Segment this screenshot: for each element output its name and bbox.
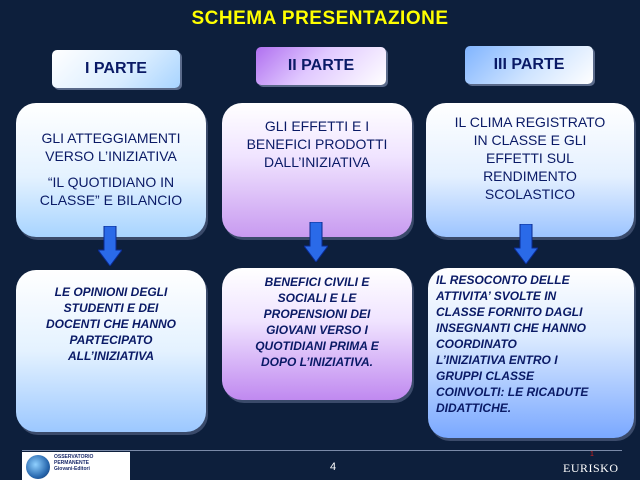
part-3-detail-box (428, 268, 634, 438)
topic-line: IL CLIMA REGISTRATO (454, 114, 606, 130)
detail-line: GRUPPI CLASSE (436, 369, 535, 383)
detail-line: IL RESOCONTO DELLE (436, 273, 570, 287)
part-3-header: III PARTE (465, 46, 593, 84)
part-2-detail-box (222, 268, 412, 400)
topic-line: VERSO L’INIZIATIVA (45, 148, 177, 164)
down-arrow-icon (304, 222, 328, 262)
part-3-topic-box (426, 103, 634, 237)
detail-line: LE OPINIONI DEGLI (54, 285, 168, 299)
topic-line: RENDIMENTO (483, 168, 577, 184)
detail-line: QUOTIDIANI PRIMA E (255, 339, 379, 353)
page-number: 4 (330, 461, 337, 473)
detail-line: PARTECIPATO (69, 333, 153, 347)
detail-line: INSEGNANTI CHE HANNO (436, 321, 587, 335)
detail-line: GIOVANI VERSO I (266, 323, 368, 337)
topic-line: GLI EFFETTI E I (264, 118, 370, 134)
part-2-header: II PARTE (256, 47, 386, 85)
detail-line: CLASSE FORNITO DAGLI (436, 305, 583, 319)
detail-line: DOCENTI CHE HANNO (45, 317, 176, 331)
globe-icon (26, 455, 50, 479)
detail-line: L’INIZIATIVA ENTRO I (436, 353, 558, 367)
detail-line: DIDATTICHE. (436, 401, 512, 415)
osservatorio-logo (22, 452, 130, 480)
part-1-detail-box (16, 270, 206, 432)
topic-line: GLI ATTEGGIAMENTI (41, 130, 181, 146)
logo-text: OSSERVATORIO PERMANENTE Giovani-Editori (54, 454, 94, 472)
topic-line: IN CLASSE E GLI (473, 132, 587, 148)
detail-line: STUDENTI E DEI (63, 301, 159, 315)
down-arrow-icon (514, 224, 538, 264)
topic-line: BENEFICI PRODOTTI (246, 136, 388, 152)
down-arrow-icon (98, 226, 122, 266)
detail-line: DOPO L’INIZIATIVA. (261, 355, 373, 369)
slide-title: SCHEMA PRESENTAZIONE (191, 8, 449, 29)
footer-divider (22, 450, 622, 451)
topic-line: EFFETTI SUL (486, 150, 574, 166)
detail-line: ALL’INIZIATIVA (68, 349, 154, 363)
part-2-topic-box (222, 103, 412, 237)
detail-line: COORDINATO (436, 337, 517, 351)
detail-line: ATTIVITA’ SVOLTE IN (436, 289, 557, 303)
topic-line: SCOLASTICO (484, 186, 576, 202)
detail-line: PROPENSIONI DEI (263, 307, 371, 321)
topic-line: DALL’INIZIATIVA (263, 154, 371, 170)
detail-line: COINVOLTI: LE RICADUTE (436, 385, 589, 399)
part-1-header: I PARTE (52, 50, 180, 88)
detail-line: BENEFICI CIVILI E (264, 275, 370, 289)
brand-name: EURISKO (563, 461, 619, 475)
topic-line: CLASSE” E BILANCIO (39, 192, 183, 208)
topic-line: “IL QUOTIDIANO IN (47, 174, 175, 190)
detail-line: SOCIALI E LE (277, 291, 357, 305)
corner-mark: 1 (590, 451, 594, 458)
part-1-topic-box (16, 103, 206, 237)
